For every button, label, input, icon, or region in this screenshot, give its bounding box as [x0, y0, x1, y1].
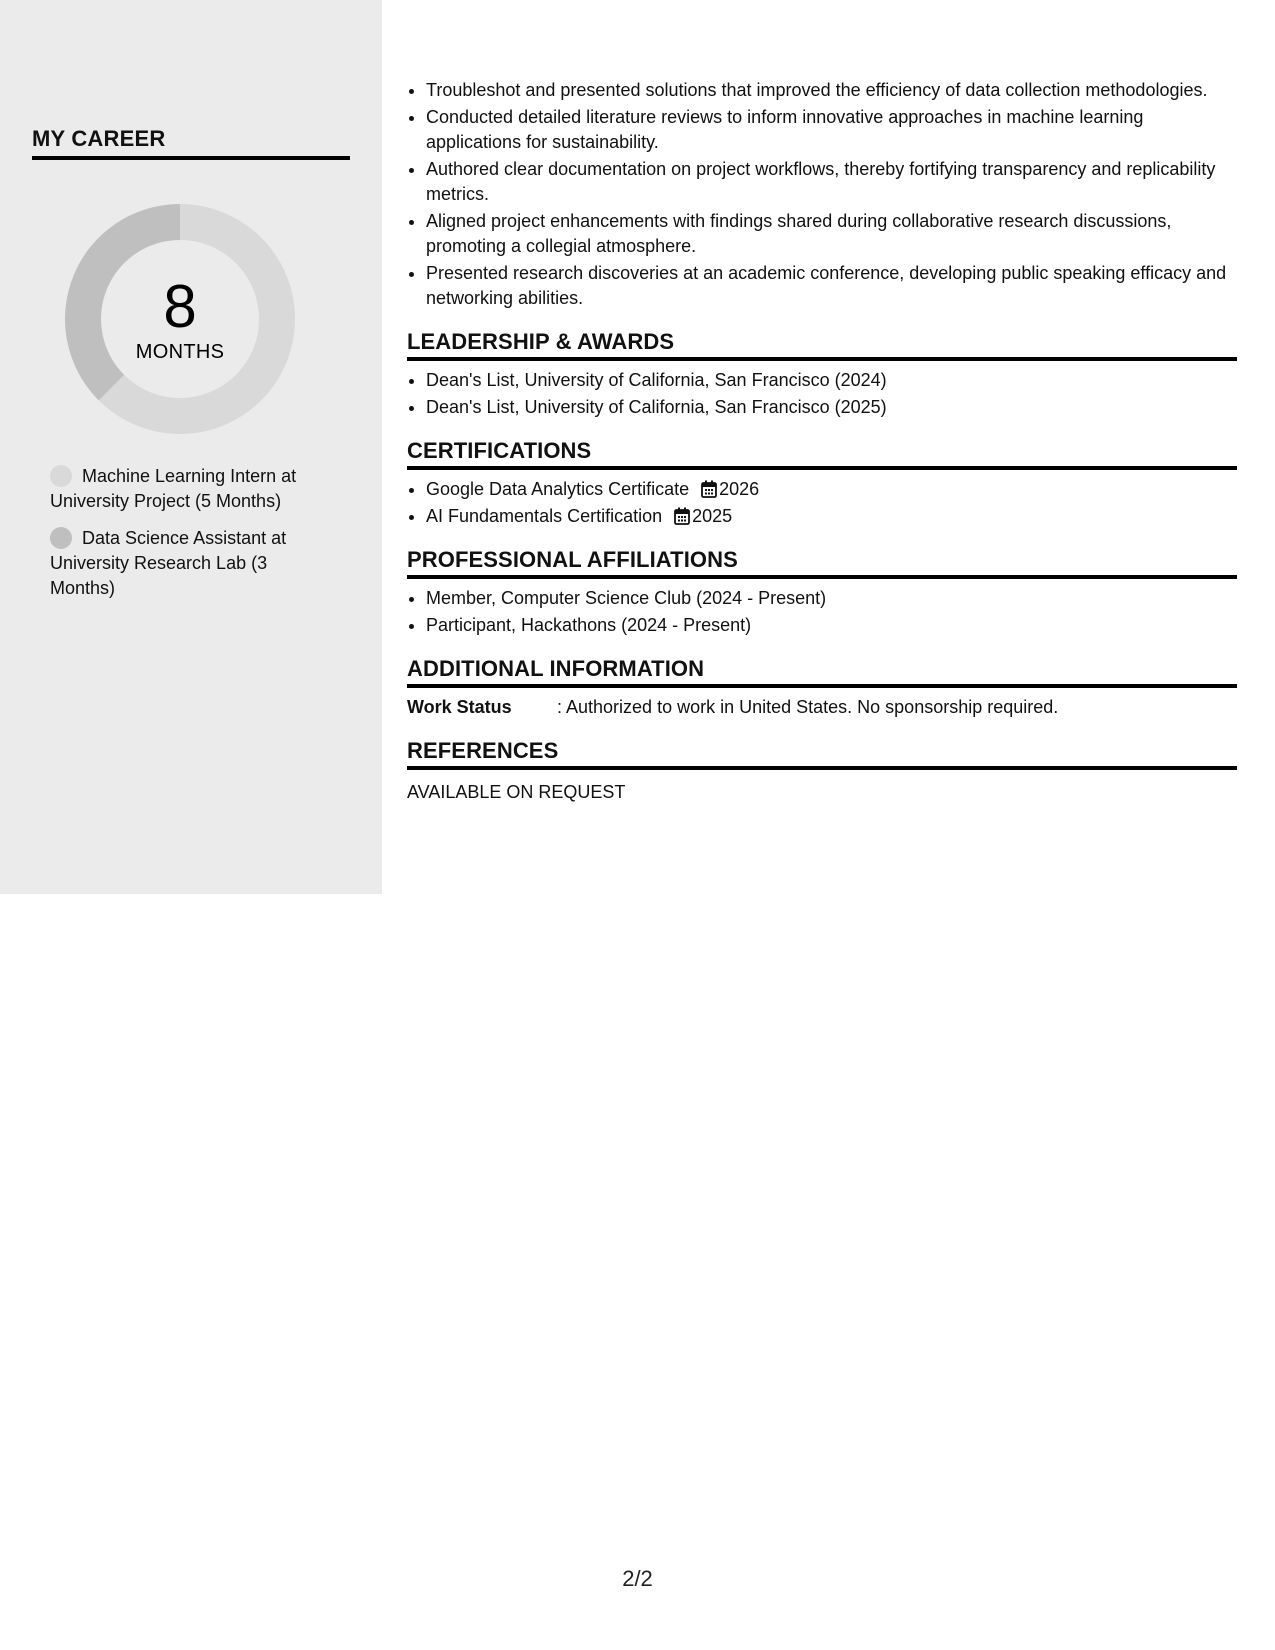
experience-bullet: • Aligned project enhancements with findings shared during collaborative research discussions, promoting a collegial atmosphere. [426, 209, 1237, 259]
legend-dot-icon [50, 527, 72, 549]
main-content [407, 78, 1237, 805]
experience-bullet-list [407, 78, 1237, 311]
calendar-icon [674, 507, 690, 525]
legend-item [50, 464, 320, 514]
leadership-list [407, 368, 1237, 420]
certification-name: Google Data Analytics Certificate [426, 479, 690, 499]
legend-dot-icon [50, 465, 72, 487]
certification-item [426, 477, 1237, 502]
additional-info-heading: ADDITIONAL INFORMATION [407, 656, 1237, 688]
page-number: 2/2 [622, 1566, 653, 1591]
experience-bullet: • Conducted detailed literature reviews to inform innovative approaches in machine learning applications for sustainability. [426, 105, 1237, 155]
award-item: • Dean's List, University of California, San Francisco (2024) [426, 368, 1237, 393]
work-status-row [407, 695, 1237, 720]
experience-bullet: • Presented research discoveries at an academic conference, developing public speaking efficacy and networking abilities. [426, 261, 1237, 311]
leadership-heading: LEADERSHIP & AWARDS [407, 329, 1237, 361]
calendar-icon [701, 480, 717, 498]
legend-label: Data Science Assistant at University Research Lab (3 Months) [50, 528, 287, 598]
certification-item [426, 504, 1237, 529]
affiliations-list [407, 586, 1237, 638]
sidebar [0, 0, 382, 894]
affiliations-heading: PROFESSIONAL AFFILIATIONS [407, 547, 1237, 579]
affiliation-item: • Member, Computer Science Club (2024 - Present) [426, 586, 1237, 611]
award-item: • Dean's List, University of California, San Francisco (2025) [426, 395, 1237, 420]
career-legend [50, 464, 320, 613]
legend-label: Machine Learning Intern at University Project (5 Months) [50, 466, 297, 511]
legend-item [50, 526, 320, 601]
certification-year: 2026 [719, 479, 760, 499]
certifications-heading: CERTIFICATIONS [407, 438, 1237, 470]
donut-center [65, 204, 295, 434]
experience-bullet: • Authored clear documentation on project workflows, thereby fortifying transparency and replicability metrics. [426, 157, 1237, 207]
certifications-list [407, 477, 1237, 529]
work-status-label: Work Status [407, 697, 512, 717]
total-months-value: 8 [163, 272, 197, 340]
certification-name: AI Fundamentals Certification [426, 506, 663, 526]
total-months-unit: MONTHS [135, 340, 225, 363]
certification-year: 2025 [692, 506, 733, 526]
experience-bullet: • Troubleshot and presented solutions that improved the efficiency of data collection methodologies. [426, 78, 1237, 103]
references-text: AVAILABLE ON REQUEST [407, 782, 626, 802]
affiliation-item: • Participant, Hackathons (2024 - Present) [426, 613, 1237, 638]
references-heading: REFERENCES [407, 738, 1237, 770]
career-heading: MY CAREER [32, 126, 350, 160]
work-status-value: : Authorized to work in United States. No sponsorship required. [557, 697, 1059, 717]
